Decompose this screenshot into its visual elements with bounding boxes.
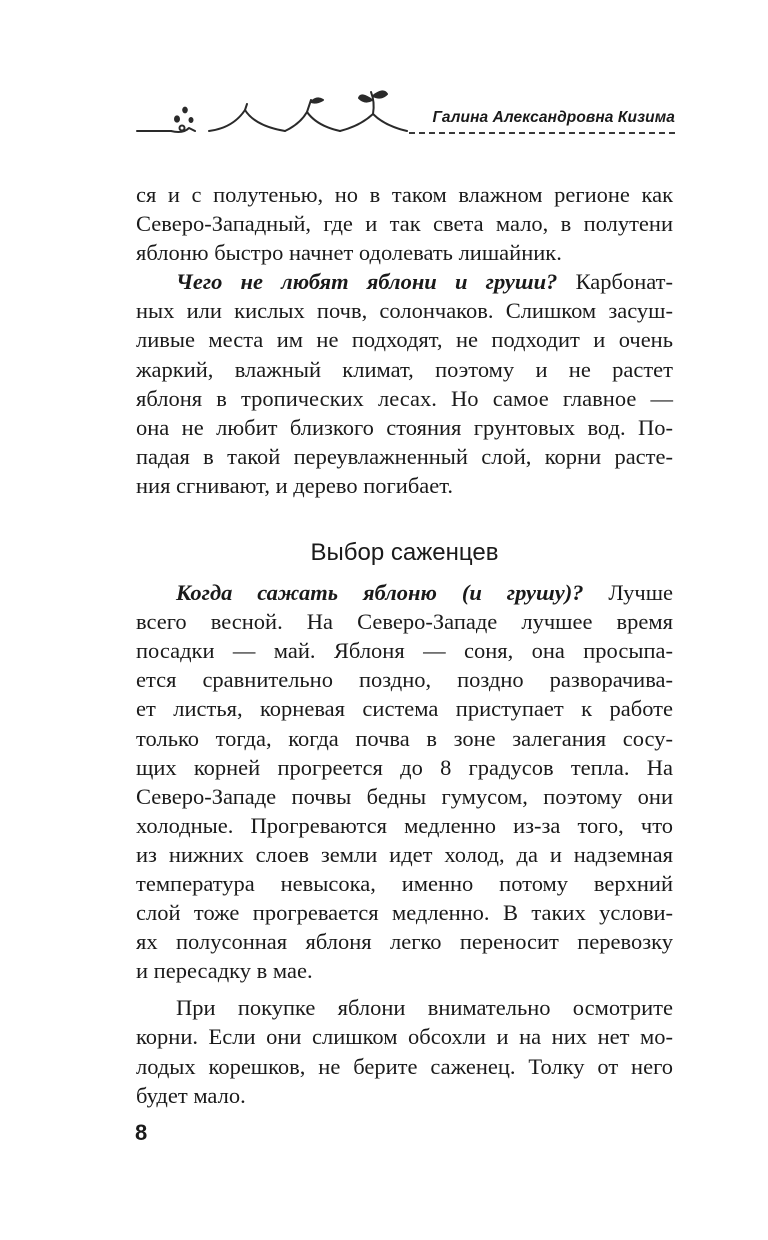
text-line: будет мало. <box>136 1082 246 1108</box>
text-line: падая в такой переувлажненный слой, корни расте- <box>136 443 673 469</box>
text-line: из нижних слоев земли идет холод, да и надземная <box>136 841 673 867</box>
running-header <box>135 88 675 138</box>
text-line: ет листья, корневая система приступает к работе <box>136 696 673 722</box>
text-line: она не любит близкого стояния грунтовых вод. По- <box>136 414 673 440</box>
text-line: лодых корешков, не берите саженец. Толку от него <box>136 1053 673 1079</box>
sprouting-seedlings-ornament-icon <box>135 88 415 138</box>
text-line: ливые места им не подходят, не подходит и очень <box>136 327 673 353</box>
page-number: 8 <box>135 1120 148 1145</box>
text-line: посадки — май. Яблоня — соня, она просыпа- <box>136 638 673 664</box>
text-line: Северо-Западе почвы бедны гумусом, поэтому они <box>136 783 673 809</box>
section-heading: Выбор саженцев <box>310 539 499 567</box>
text-line: яблоню быстро начнет одолевать лишайник. <box>136 240 562 266</box>
text-line: ных или кислых почв, солончаков. Слишком засуш- <box>136 298 673 324</box>
text-fragment: Лучше <box>583 580 673 606</box>
text-line <box>136 578 673 607</box>
text-line: слой тоже прогревается медленно. В таких услови- <box>136 900 673 926</box>
header-dashed-rule <box>409 132 675 134</box>
text-line: всего весной. На Северо-Западе лучшее время <box>136 609 673 635</box>
text-line: жаркий, влажный климат, поэтому и не растет <box>136 356 673 382</box>
paragraph-buying <box>136 993 673 1109</box>
text-line: ния сгнивают, и дерево погибает. <box>136 472 453 498</box>
text-line: только тогда, когда почва в зоне залегания сосу- <box>136 725 673 751</box>
paragraph-continuation <box>136 180 673 267</box>
text-line: яблоня в тропических лесах. Но самое главное — <box>136 385 673 411</box>
paragraph-dislikes <box>136 267 673 500</box>
text-fragment: Карбонат- <box>557 269 673 295</box>
text-line: ях полусонная яблоня легко переносит перевозку <box>136 929 673 955</box>
text-line <box>136 267 673 296</box>
text-line: ся и с полутенью, но в таком влажном регионе как <box>136 182 673 207</box>
question-text: Когда сажать яблоню (и грушу)? <box>176 580 584 606</box>
paragraph-gap <box>136 985 673 993</box>
paragraph-when-to-plant <box>136 578 673 985</box>
text-line: ется сравнительно поздно, поздно разворачива- <box>136 667 673 693</box>
text-line: температура невысока, именно потому верхний <box>136 870 673 896</box>
text-line: Северо-Западный, где и так света мало, в полутени <box>136 211 673 237</box>
text-line: холодные. Прогреваются медленно из-за того, что <box>136 812 673 838</box>
page-body <box>136 180 673 1110</box>
text-line: щих корней прогреется до 8 градусов тепла. На <box>136 754 673 780</box>
author-name: Галина Александровна Кизима <box>432 109 675 126</box>
text-line: корни. Если они слишком обсохли и на них нет мо- <box>136 1024 673 1050</box>
text-line: При покупке яблони внимательно осмотрите <box>176 995 673 1021</box>
text-line: и пересадку в мае. <box>136 958 313 984</box>
question-text: Чего не любят яблони и груши? <box>176 269 558 295</box>
